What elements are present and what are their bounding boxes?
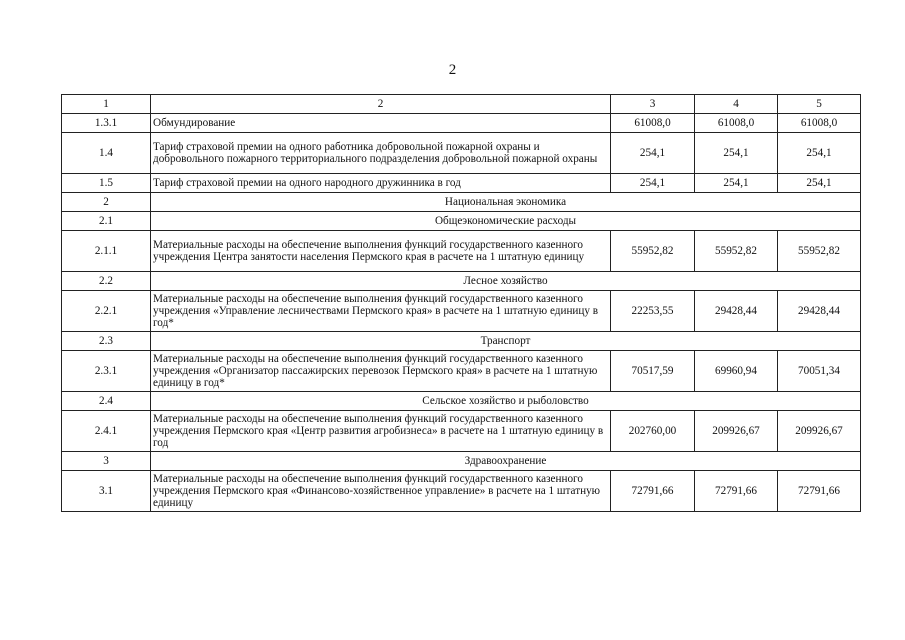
row-value-col5: 254,1 xyxy=(778,174,861,193)
row-number: 3.1 xyxy=(62,471,151,512)
section-title: Сельское хозяйство и рыболовство xyxy=(151,392,861,411)
table-row xyxy=(62,133,861,174)
row-description: Материальные расходы на обеспечение выполнения функций государственного казенного учреждения «Организатор пассажирских перевозок Пермского края» в расчете на 1 штатную единицу в год* xyxy=(151,351,611,392)
header-cell-4: 4 xyxy=(695,95,778,114)
row-value-col3: 72791,66 xyxy=(611,471,695,512)
section-row xyxy=(62,332,861,351)
section-title: Лесное хозяйство xyxy=(151,272,861,291)
section-title: Национальная экономика xyxy=(151,193,861,212)
row-number: 2.4.1 xyxy=(62,411,151,452)
table-row xyxy=(62,231,861,272)
expense-table xyxy=(61,94,861,512)
row-value-col4: 55952,82 xyxy=(695,231,778,272)
row-value-col3: 22253,55 xyxy=(611,291,695,332)
header-row xyxy=(62,95,861,114)
header-cell-1: 1 xyxy=(62,95,151,114)
header-cell-5: 5 xyxy=(778,95,861,114)
row-value-col4: 72791,66 xyxy=(695,471,778,512)
section-number: 2 xyxy=(62,193,151,212)
row-number: 2.2.1 xyxy=(62,291,151,332)
row-description: Материальные расходы на обеспечение выполнения функций государственного казенного учреждения Пермского края «Центр развития агробизнеса» в расчете на 1 штатную единицу в год xyxy=(151,411,611,452)
section-title: Здравоохранение xyxy=(151,452,861,471)
row-value-col5: 70051,34 xyxy=(778,351,861,392)
row-value-col3: 61008,0 xyxy=(611,114,695,133)
row-number: 1.3.1 xyxy=(62,114,151,133)
section-title: Общеэкономические расходы xyxy=(151,212,861,231)
section-number: 2.2 xyxy=(62,272,151,291)
row-value-col3: 55952,82 xyxy=(611,231,695,272)
row-description: Материальные расходы на обеспечение выполнения функций государственного казенного учреждения «Управление лесничествами Пермского края» в расчете на 1 штатную единицу в год* xyxy=(151,291,611,332)
section-row xyxy=(62,392,861,411)
row-value-col4: 254,1 xyxy=(695,174,778,193)
row-value-col3: 254,1 xyxy=(611,133,695,174)
page-number: 2 xyxy=(448,62,457,78)
row-number: 2.1.1 xyxy=(62,231,151,272)
row-value-col4: 69960,94 xyxy=(695,351,778,392)
row-number: 1.4 xyxy=(62,133,151,174)
section-number: 2.1 xyxy=(62,212,151,231)
row-value-col3: 202760,00 xyxy=(611,411,695,452)
table-row xyxy=(62,291,861,332)
row-value-col4: 61008,0 xyxy=(695,114,778,133)
section-row xyxy=(62,212,861,231)
row-value-col5: 61008,0 xyxy=(778,114,861,133)
row-number: 1.5 xyxy=(62,174,151,193)
row-value-col5: 29428,44 xyxy=(778,291,861,332)
section-number: 3 xyxy=(62,452,151,471)
row-value-col4: 29428,44 xyxy=(695,291,778,332)
row-value-col4: 254,1 xyxy=(695,133,778,174)
table-row xyxy=(62,471,861,512)
row-value-col5: 254,1 xyxy=(778,133,861,174)
table-row xyxy=(62,114,861,133)
header-cell-2: 2 xyxy=(151,95,611,114)
row-value-col3: 254,1 xyxy=(611,174,695,193)
section-number: 2.4 xyxy=(62,392,151,411)
row-value-col5: 209926,67 xyxy=(778,411,861,452)
row-value-col5: 72791,66 xyxy=(778,471,861,512)
row-description: Обмундирование xyxy=(151,114,611,133)
row-number: 2.3.1 xyxy=(62,351,151,392)
section-row xyxy=(62,452,861,471)
table-row xyxy=(62,351,861,392)
row-description: Тариф страховой премии на одного народного дружинника в год xyxy=(151,174,611,193)
row-value-col5: 55952,82 xyxy=(778,231,861,272)
table-row xyxy=(62,174,861,193)
section-row xyxy=(62,193,861,212)
row-description: Материальные расходы на обеспечение выполнения функций государственного казенного учреждения Пермского края «Финансово-хозяйственное управление» в расчете на 1 штатную единицу xyxy=(151,471,611,512)
row-description: Материальные расходы на обеспечение выполнения функций государственного казенного учреждения Центра занятости населения Пермского края в расчете на 1 штатную единицу xyxy=(151,231,611,272)
table-row xyxy=(62,411,861,452)
header-cell-3: 3 xyxy=(611,95,695,114)
row-value-col4: 209926,67 xyxy=(695,411,778,452)
row-description: Тариф страховой премии на одного работника добровольной пожарной охраны и добровольного пожарного территориального подразделения добровольной пожарной охраны xyxy=(151,133,611,174)
section-title: Транспорт xyxy=(151,332,861,351)
row-value-col3: 70517,59 xyxy=(611,351,695,392)
section-row xyxy=(62,272,861,291)
section-number: 2.3 xyxy=(62,332,151,351)
